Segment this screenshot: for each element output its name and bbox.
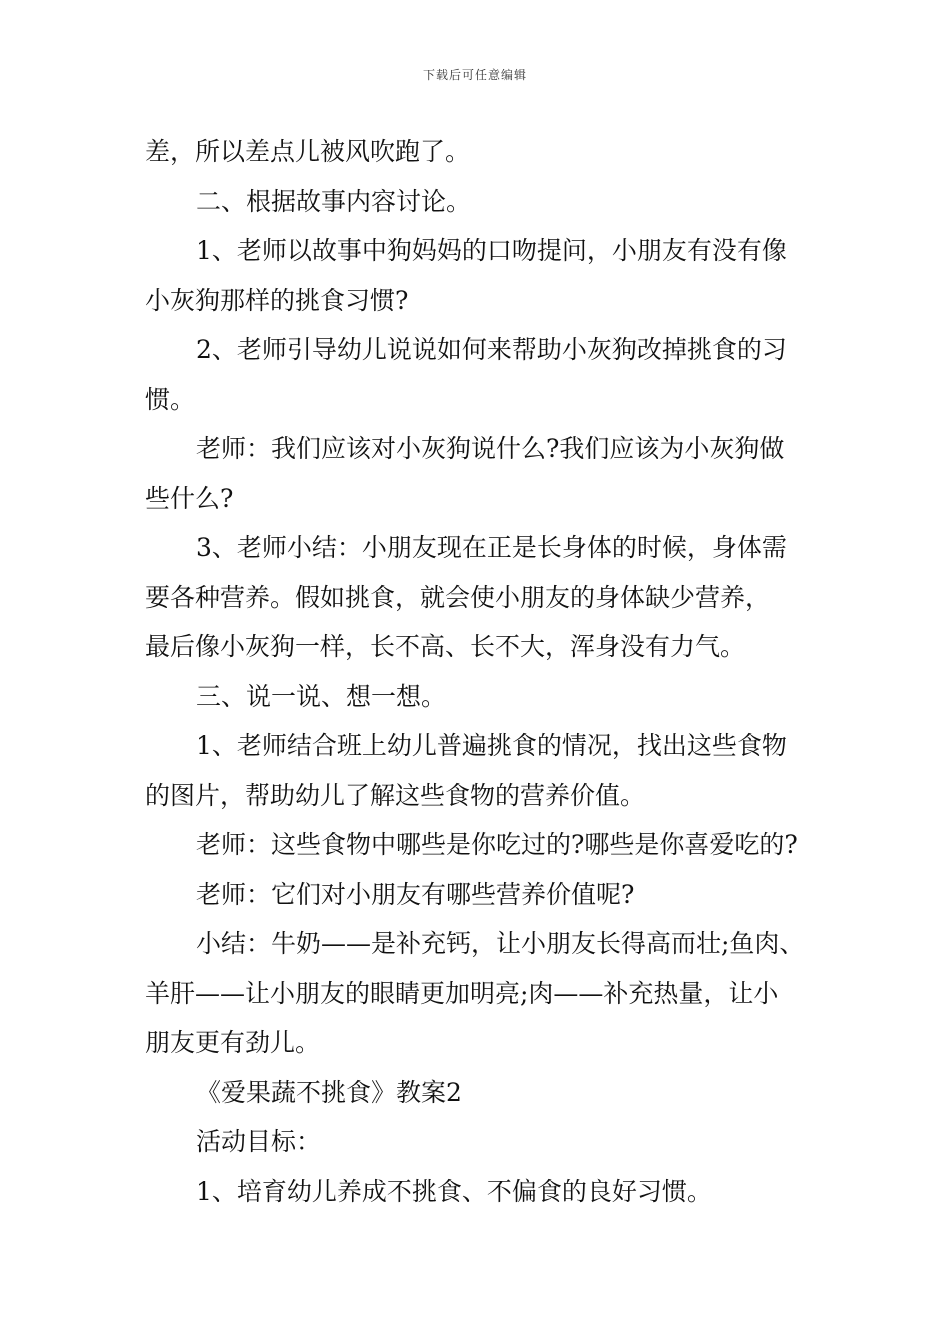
- text-line: 老师：我们应该对小灰狗说什么?我们应该为小灰狗做: [196, 434, 785, 463]
- text-line: 的图片，帮助幼儿了解这些食物的营养价值。: [145, 780, 646, 810]
- text-line: 些什么?: [145, 483, 234, 513]
- text-line: 最后像小灰狗一样，长不高、长不大，浑身没有力气。: [145, 632, 746, 661]
- section-heading: 活动目标：: [196, 1127, 322, 1156]
- page-header: 下载后可任意编辑: [422, 68, 527, 82]
- text-line: 1、培育幼儿养成不挑食、不偏食的良好习惯。: [196, 1176, 712, 1206]
- text-line: 要各种营养。假如挑食，就会使小朋友的身体缺少营养，: [145, 582, 771, 612]
- text-line: 3、老师小结：小朋友现在正是长身体的时候，身体需: [196, 533, 787, 562]
- text-line: 小灰狗那样的挑食习惯?: [145, 285, 409, 315]
- text-line: 羊肝——让小朋友的眼睛更加明亮;肉——补充热量，让小: [145, 978, 779, 1008]
- text-line: 老师：它们对小朋友有哪些营养价值呢?: [196, 879, 635, 909]
- document-body: [145, 127, 815, 1216]
- text-line: 1、老师以故事中狗妈妈的口吻提问，小朋友有没有像: [196, 236, 787, 265]
- section-heading: 二、根据故事内容讨论。: [196, 186, 472, 216]
- lesson-plan-title: 《爱果蔬不挑食》教案2: [196, 1077, 462, 1107]
- text-line: 小结：牛奶——是补充钙，让小朋友长得高而壮;鱼肉、: [196, 929, 805, 958]
- text-line: 1、老师结合班上幼儿普遍挑食的情况，找出这些食物: [196, 731, 787, 760]
- text-line: 老师：这些食物中哪些是你吃过的?哪些是你喜爱吃的?: [196, 830, 798, 859]
- text-line: 2、老师引导幼儿说说如何来帮助小灰狗改掉挑食的习: [196, 335, 787, 364]
- text-line: 朋友更有劲儿。: [145, 1028, 321, 1057]
- text-line: 差，所以差点儿被风吹跑了。: [145, 137, 471, 166]
- section-heading: 三、说一说、想一想。: [196, 681, 447, 711]
- text-line: 惯。: [145, 384, 196, 414]
